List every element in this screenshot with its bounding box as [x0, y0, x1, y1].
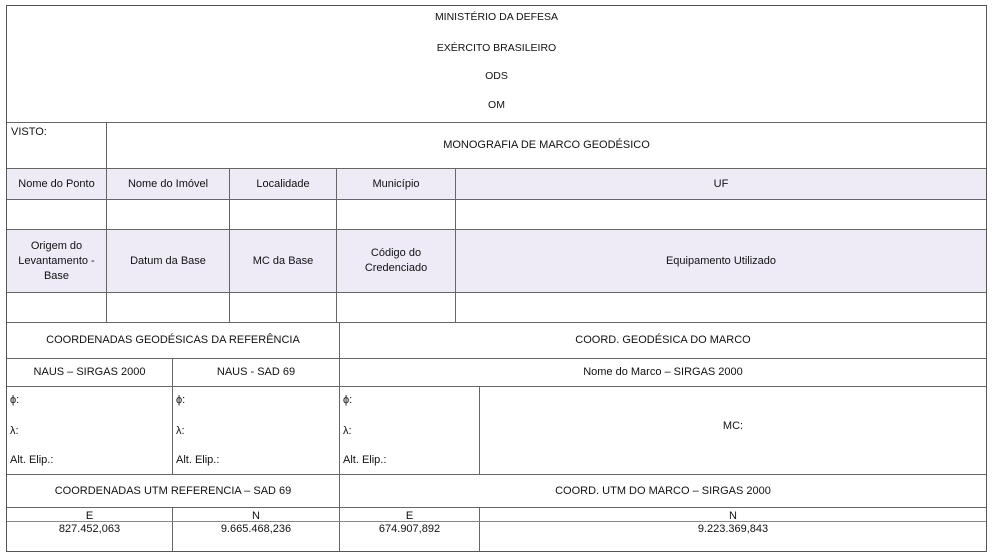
- field-nome-do-imovel[interactable]: [107, 200, 230, 230]
- phi-label: ϕ:: [176, 394, 186, 406]
- header-origem-text: Origem do Levantamento - Base: [18, 239, 95, 282]
- field-equipamento[interactable]: [456, 293, 986, 323]
- header-exercito: EXÉRCITO BRASILEIRO: [436, 42, 557, 54]
- visto-cell: [7, 123, 107, 169]
- geo-block-sirgas: [7, 387, 173, 475]
- phi-label: ϕ:: [343, 394, 353, 406]
- header-uf: UF: [456, 169, 986, 200]
- header-municipio: Município: [337, 169, 456, 200]
- phi-label: ϕ:: [10, 394, 20, 406]
- utm-ref-e-label: E: [85, 510, 94, 522]
- monografia-title-text: MONOGRAFIA DE MARCO GEODÉSICO: [443, 139, 650, 151]
- header-om: OM: [488, 99, 505, 111]
- header-nome-do-imovel: Nome do Imóvel: [107, 169, 230, 200]
- header-ministerio: MINISTÉRIO DA DEFESA: [434, 11, 559, 23]
- header-localidade: Localidade: [230, 169, 337, 200]
- alt-elip-label: Alt. Elip.:: [343, 454, 387, 466]
- alt-elip-label: Alt. Elip.:: [10, 454, 54, 466]
- field-localidade[interactable]: [230, 200, 337, 230]
- utm-marco-e: [340, 508, 480, 551]
- utm-ref-e: [7, 508, 173, 551]
- header-datum-da-base: Datum da Base: [107, 230, 230, 293]
- utm-marco-n: [480, 508, 986, 551]
- field-codigo[interactable]: [337, 293, 456, 323]
- utm-marco-title: COORD. UTM DO MARCO – SIRGAS 2000: [340, 475, 986, 508]
- utm-ref-n-value: 9.665.468,236: [220, 523, 292, 535]
- header-nome-do-ponto: Nome do Ponto: [7, 169, 107, 200]
- lambda-label: λ:: [343, 425, 352, 437]
- field-mc-base[interactable]: [230, 293, 337, 323]
- field-uf[interactable]: [456, 200, 986, 230]
- header-codigo-text: Código do Credenciado: [364, 247, 428, 274]
- coord-marco-title: COORD. GEODÉSICA DO MARCO: [340, 323, 986, 359]
- monografia-title: [107, 123, 986, 169]
- alt-elip-label: Alt. Elip.:: [176, 454, 220, 466]
- header-equipamento: Equipamento Utilizado: [456, 230, 986, 293]
- lambda-label: λ:: [10, 425, 19, 437]
- naus-sirgas-label: NAUS – SIRGAS 2000: [7, 359, 173, 387]
- geo-block-marco: [340, 387, 480, 475]
- utm-ref-e-value: 827.452,063: [58, 523, 121, 535]
- visto-label: VISTO:: [11, 126, 47, 138]
- nome-marco-label: Nome do Marco – SIRGAS 2000: [340, 359, 986, 387]
- lambda-label: λ:: [176, 425, 185, 437]
- utm-ref-title: COORDENADAS UTM REFERENCIA – SAD 69: [7, 475, 340, 508]
- field-municipio[interactable]: [337, 200, 456, 230]
- header-mc-da-base: MC da Base: [230, 230, 337, 293]
- field-origem[interactable]: [7, 293, 107, 323]
- utm-marco-n-value: 9.223.369,843: [697, 523, 769, 535]
- field-nome-do-ponto[interactable]: [7, 200, 107, 230]
- utm-marco-e-value: 674.907,892: [378, 523, 441, 535]
- form-header: [7, 6, 986, 123]
- header-codigo-credenciado: [337, 230, 456, 293]
- utm-ref-n: [173, 508, 340, 551]
- utm-marco-e-label: E: [405, 510, 414, 522]
- utm-marco-n-label: N: [729, 510, 737, 522]
- mc-cell: [480, 387, 986, 475]
- field-datum[interactable]: [107, 293, 230, 323]
- header-origem-levantamento: [7, 230, 107, 293]
- utm-label-rule: [7, 521, 986, 522]
- mc-label: MC:: [722, 420, 744, 432]
- header-ods: ODS: [485, 70, 508, 82]
- utm-ref-n-label: N: [252, 510, 260, 522]
- coord-ref-title: COORDENADAS GEODÉSICAS DA REFERÊNCIA: [7, 323, 340, 359]
- monografia-form: [6, 5, 987, 552]
- geo-block-sad: [173, 387, 340, 475]
- naus-sad-label: NAUS - SAD 69: [173, 359, 340, 387]
